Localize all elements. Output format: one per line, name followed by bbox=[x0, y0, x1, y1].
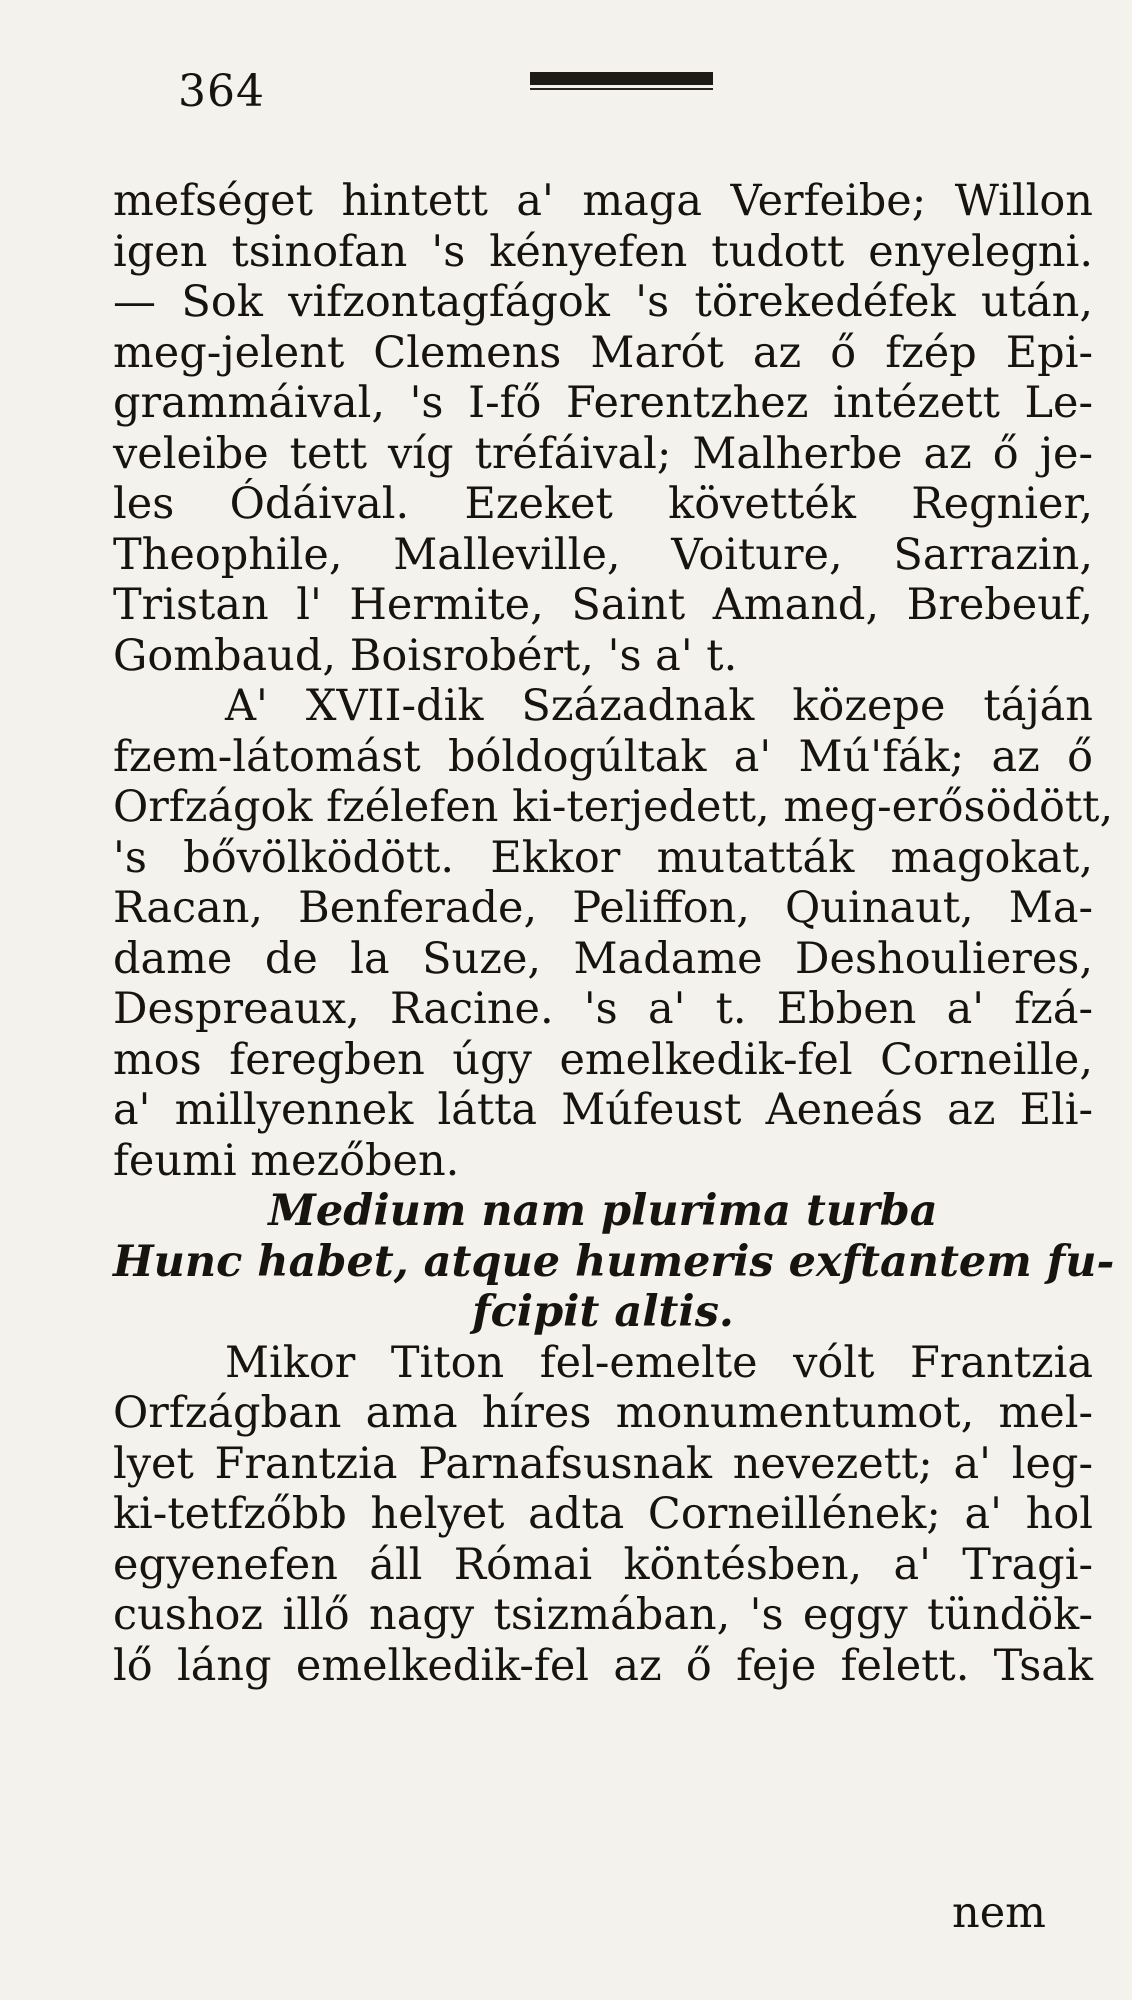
text-line: igen tsinofan 's kényefen tudott enyelegni. bbox=[113, 226, 1093, 277]
text-line: meg-jelent Clemens Marót az ő fzép Epi- bbox=[113, 327, 1093, 378]
text-line: lő láng emelkedik-fel az ő feje felett. Tsak bbox=[113, 1640, 1093, 1691]
text-line: lyet Frantzia Parnafsusnak nevezett; a' leg- bbox=[113, 1438, 1093, 1489]
text-line: Racan, Benferade, Peliffon, Quinaut, Ma- bbox=[113, 883, 1093, 933]
text-line: fzem-látomást bóldogúltak a' Mú'fák; az ő bbox=[113, 731, 1093, 782]
text-line: Gombaud, Boisrobért, 's a' t. bbox=[113, 630, 738, 681]
body-text bbox=[113, 176, 1115, 1691]
text-line: Theophile, Malleville, Voiture, Sarrazin, bbox=[113, 529, 1093, 580]
text-line: a' millyennek látta Múfeust Aeneás az Eli- bbox=[113, 1085, 1093, 1135]
text-line: cushoz illő nagy tsizmában, 's eggy tündök- bbox=[113, 1590, 1093, 1640]
text-line: mefséget hintett a' maga Verfeibe; Willon bbox=[113, 176, 1093, 226]
text-line: les Ódáival. Ezeket követték Regnier, bbox=[113, 479, 1093, 529]
text-line: feumi mezőben. bbox=[113, 1135, 460, 1186]
latin-quote-line: Hunc habet, atque humeris exftantem fu- bbox=[113, 1236, 1115, 1287]
text-line: Despreaux, Racine. 's a' t. Ebben a' fzá- bbox=[113, 984, 1093, 1034]
latin-quote-line: Medium nam plurima turba bbox=[268, 1186, 938, 1236]
text-line: 's bővölködött. Ekkor mutatták magokat, bbox=[113, 832, 1093, 883]
text-line: — Sok vifzontagfágok 's törekedéfek után, bbox=[113, 277, 1093, 327]
text-line: Orfzágban ama híres monumentumot, mel- bbox=[113, 1388, 1093, 1438]
text-line: mos feregben úgy emelkedik-fel Corneille, bbox=[113, 1034, 1093, 1085]
paragraph-first-line: A' XVII-dik Századnak közepe táján bbox=[225, 681, 1093, 731]
header-rule-thin bbox=[530, 88, 713, 90]
text-line: ki-tetfzőbb helyet adta Corneillének; a' hol bbox=[113, 1489, 1093, 1539]
text-line: dame de la Suze, Madame Deshoulieres, bbox=[113, 933, 1093, 984]
text-line: egyenefen áll Római köntésben, a' Tragi- bbox=[113, 1539, 1093, 1590]
text-line: Tristan l' Hermite, Saint Amand, Brebeuf, bbox=[113, 580, 1093, 630]
text-line: grammáival, 's I-fő Ferentzhez intézett Le- bbox=[113, 378, 1093, 428]
page-number: 364 bbox=[178, 66, 265, 117]
paragraph-first-line: Mikor Titon fel-emelte vólt Frantzia bbox=[225, 1337, 1093, 1388]
header-rule bbox=[530, 72, 713, 85]
catchword: nem bbox=[952, 1888, 1046, 1938]
text-line: veleibe tett víg tréfáival; Malherbe az ő je- bbox=[113, 428, 1093, 479]
latin-quote-line: fcipit altis. bbox=[472, 1287, 734, 1337]
text-line: Orfzágok fzélefen ki-terjedett, meg-erősödött, bbox=[113, 782, 1114, 832]
